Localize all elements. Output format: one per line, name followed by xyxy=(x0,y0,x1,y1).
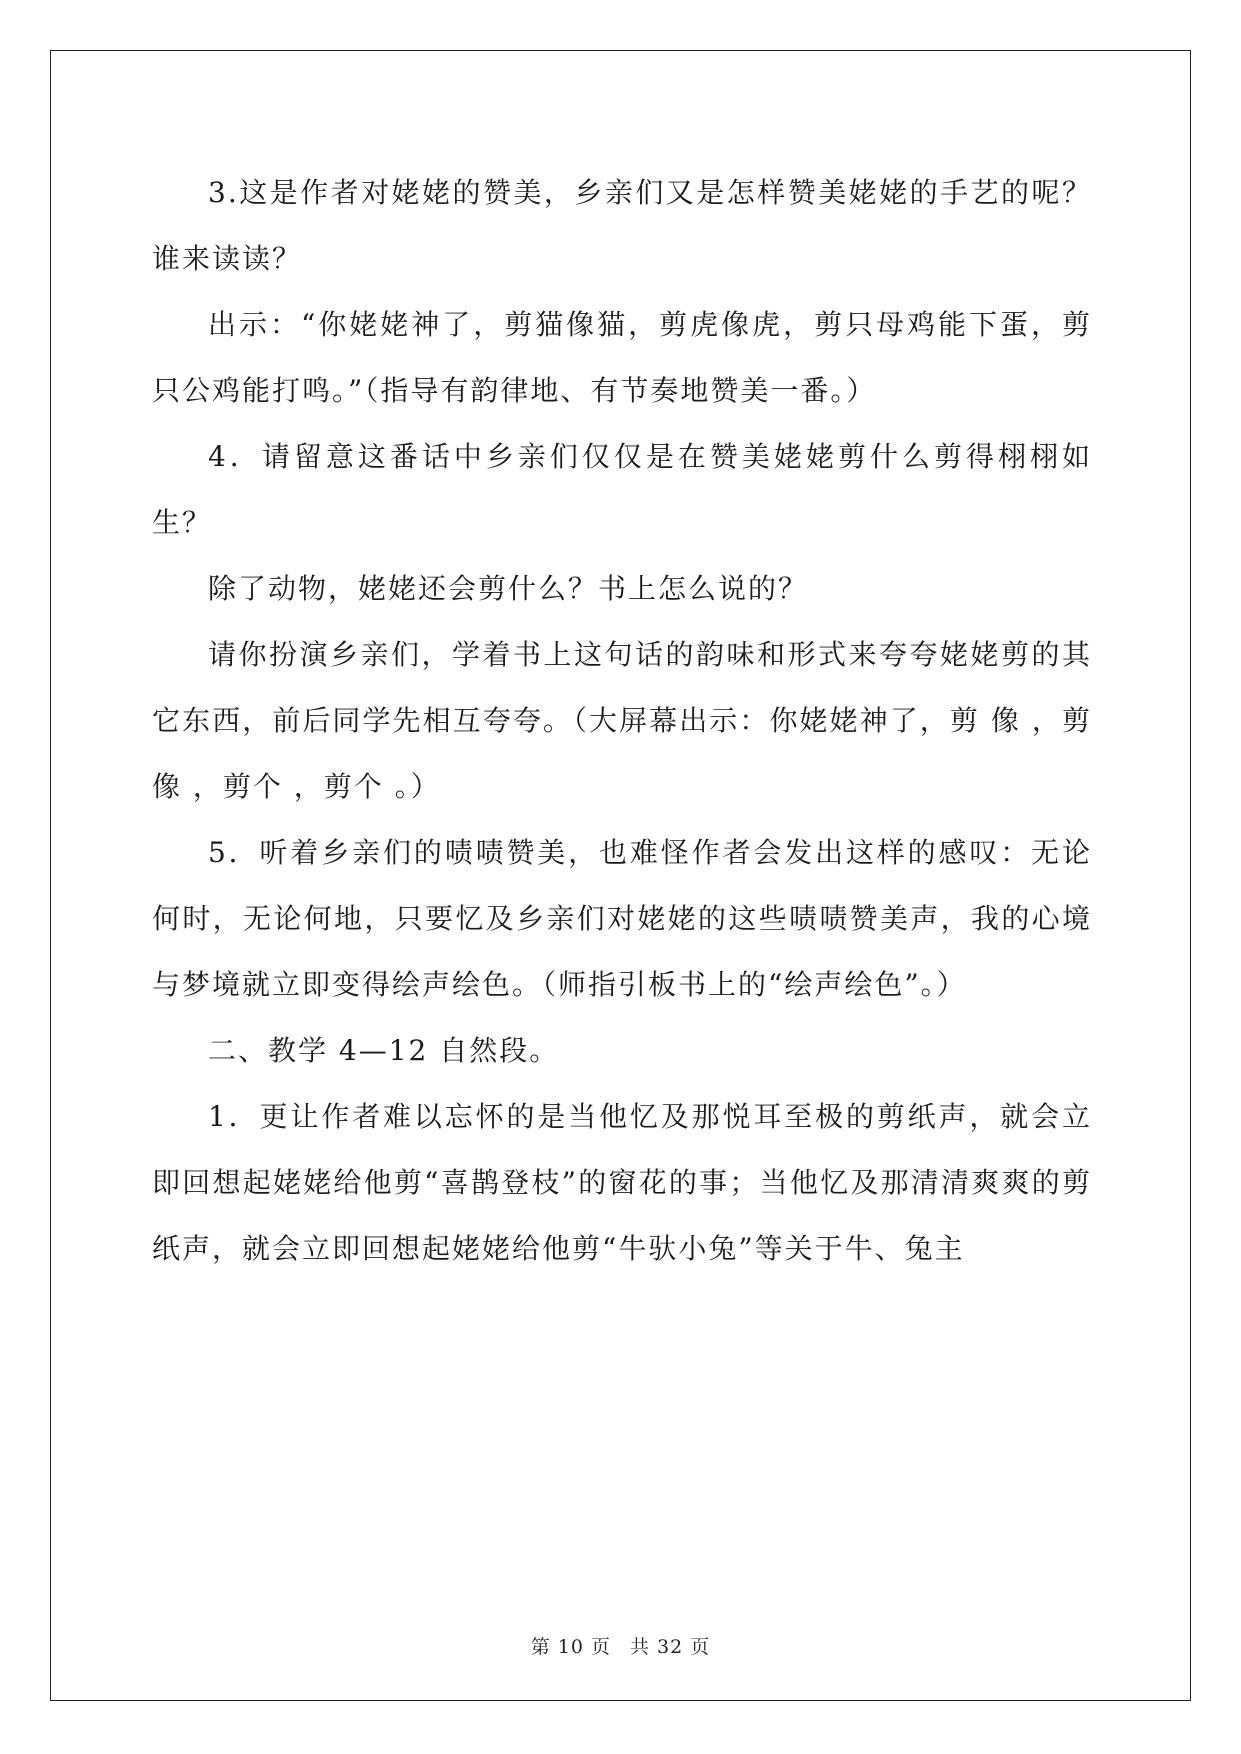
paragraph-7: 二、教学 4—12 自然段。 xyxy=(208,1034,560,1067)
page-number: 第 10 页 xyxy=(530,1636,611,1658)
paragraph-1: 3.这是作者对姥姥的赞美，乡亲们又是怎样赞美姥姥的手艺的呢？谁来读读？ xyxy=(152,176,1092,275)
paragraph-4: 除了动物，姥姥还会剪什么？书上怎么说的？ xyxy=(208,572,809,605)
page-total: 共 32 页 xyxy=(630,1636,711,1658)
paragraph-2: 出示：“你姥姥神了，剪猫像猫，剪虎像虎，剪只母鸡能下蛋，剪只公鸡能打鸣。”（指导有韵律地、有节奏地赞美一番。） xyxy=(152,308,1092,407)
page-footer xyxy=(0,1632,1241,1659)
paragraph-8: 1．更让作者难以忘怀的是当他忆及那悦耳至极的剪纸声，就会立即回想起姥姥给他剪“喜鹊登枝”的窗花的事；当他忆及那清清爽爽的剪纸声，就会立即回想起姥姥给他剪“牛驮小兔”等关于牛、兔主 xyxy=(152,1100,1092,1265)
paragraph-5: 请你扮演乡亲们，学着书上这句话的韵味和形式来夸夸姥姥剪的其它东西，前后同学先相互夸夸。（大屏幕出示：你姥姥神了，剪 像 ，剪 像 ，剪个 ，剪个 。） xyxy=(152,638,1103,803)
paragraph-3: 4．请留意这番话中乡亲们仅仅是在赞美姥姥剪什么剪得栩栩如生？ xyxy=(152,440,1092,539)
document-body xyxy=(152,160,1103,1282)
paragraph-6: 5．听着乡亲们的啧啧赞美，也难怪作者会发出这样的感叹：无论何时，无论何地，只要忆及乡亲们对姥姥的这些啧啧赞美声，我的心境与梦境就立即变得绘声绘色。（师指引板书上的“绘声绘色”。） xyxy=(152,836,1092,1001)
